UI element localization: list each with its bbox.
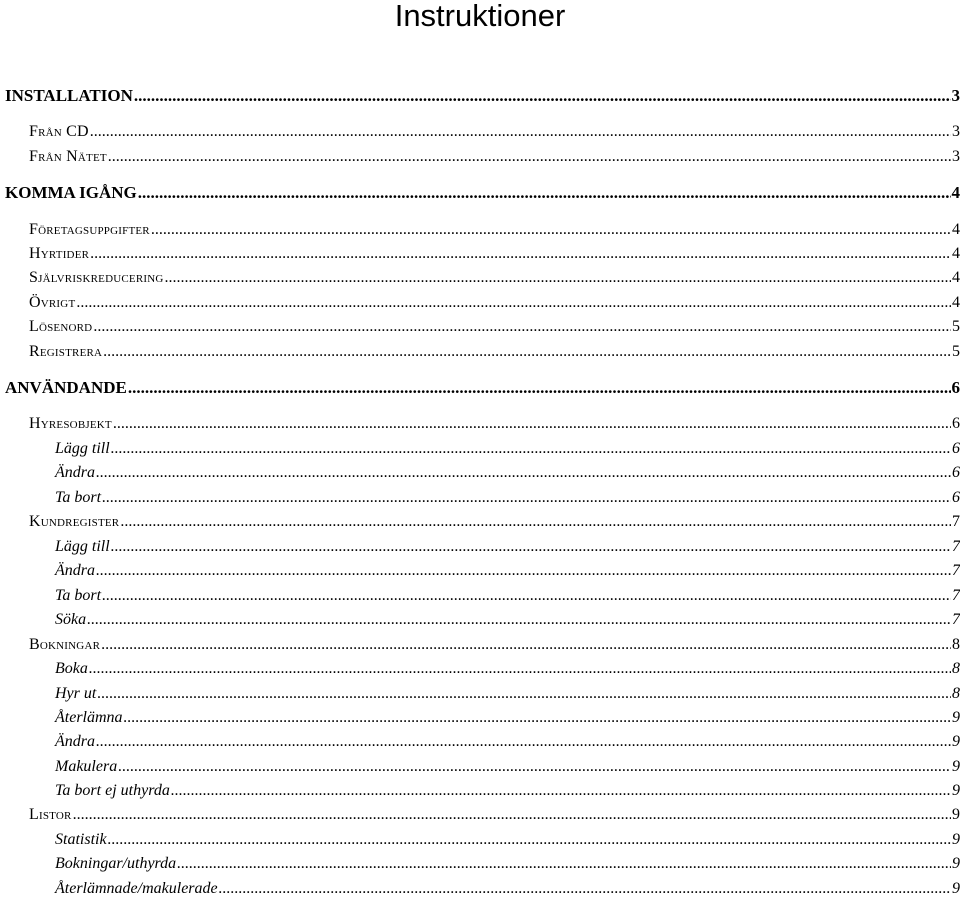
toc-entry-label: Ändra xyxy=(55,464,95,482)
toc-entry-label: Hyrtider xyxy=(29,245,89,263)
dot-leader xyxy=(96,562,951,580)
toc-entry-page-number: 5 xyxy=(952,318,960,336)
dot-leader xyxy=(97,685,951,703)
dot-leader xyxy=(93,318,951,336)
dot-leader xyxy=(134,86,951,106)
toc-entry[interactable] xyxy=(5,183,960,205)
toc-entry-page-number: 9 xyxy=(952,831,960,849)
toc-entry-label: Hyresobjekt xyxy=(29,415,112,433)
toc-entry-label: Registrera xyxy=(29,343,102,361)
toc-entry-page-number: 9 xyxy=(952,758,960,776)
toc-entry-label: Återlämna xyxy=(55,709,123,727)
toc-entry[interactable] xyxy=(55,538,960,560)
toc-entry-label: Bokningar/uthyrda xyxy=(55,855,176,873)
dot-leader xyxy=(96,733,951,751)
toc-entry-page-number: 9 xyxy=(952,880,960,898)
toc-entry[interactable] xyxy=(29,415,960,437)
toc-entry-page-number: 5 xyxy=(952,343,960,361)
toc-entry-page-number: 9 xyxy=(952,855,960,873)
toc-entry[interactable] xyxy=(5,378,960,400)
toc-entry-page-number: 4 xyxy=(952,294,960,312)
toc-entry-page-number: 9 xyxy=(952,806,960,824)
toc-entry-label: Från CD xyxy=(29,123,89,141)
toc-entry[interactable] xyxy=(29,343,960,365)
toc-entry[interactable] xyxy=(29,806,960,828)
dot-leader xyxy=(96,464,951,482)
toc-entry[interactable] xyxy=(55,685,960,707)
dot-leader xyxy=(171,782,951,800)
dot-leader xyxy=(118,758,951,776)
toc-entry-page-number: 4 xyxy=(952,183,960,203)
toc-entry-page-number: 3 xyxy=(952,123,960,141)
toc-entry-page-number: 8 xyxy=(952,660,960,678)
toc-entry-label: Ta bort xyxy=(55,587,101,605)
toc-entry[interactable] xyxy=(29,636,960,658)
toc-entry[interactable] xyxy=(29,221,960,243)
toc-entry-label: Övrigt xyxy=(29,294,75,312)
toc-entry-label: Ändra xyxy=(55,562,95,580)
toc-entry[interactable] xyxy=(55,660,960,682)
toc-entry[interactable] xyxy=(29,245,960,267)
toc-entry[interactable] xyxy=(55,464,960,486)
toc-entry-label: Från Nätet xyxy=(29,148,107,166)
dot-leader xyxy=(165,269,951,287)
toc-entry-page-number: 7 xyxy=(952,562,960,580)
toc-entry-label: Lösenord xyxy=(29,318,92,336)
toc-entry[interactable] xyxy=(29,148,960,170)
dot-leader xyxy=(128,378,951,398)
toc-entry-page-number: 9 xyxy=(952,733,960,751)
dot-leader xyxy=(111,440,951,458)
dot-leader xyxy=(90,123,951,141)
toc-entry[interactable] xyxy=(5,86,960,108)
toc-entry-page-number: 3 xyxy=(952,148,960,166)
toc-entry-label: Lägg till xyxy=(55,440,110,458)
toc-entry-page-number: 6 xyxy=(952,440,960,458)
dot-leader xyxy=(103,343,951,361)
toc-entry-label: Återlämnade/makulerade xyxy=(55,880,218,898)
toc-entry-page-number: 9 xyxy=(952,782,960,800)
toc-entry[interactable] xyxy=(29,318,960,340)
page-title: Instruktioner xyxy=(0,0,960,34)
toc-entry-page-number: 8 xyxy=(952,685,960,703)
toc-entry-page-number: 6 xyxy=(952,378,960,398)
toc-entry-label: Självriskreducering xyxy=(29,269,164,287)
dot-leader xyxy=(219,880,951,898)
toc-entry-page-number: 7 xyxy=(952,587,960,605)
dot-leader xyxy=(102,489,951,507)
toc-entry-label: Bokningar xyxy=(29,636,100,654)
toc-entry-page-number: 3 xyxy=(952,86,960,106)
dot-leader xyxy=(108,831,951,849)
toc-entry-label: Kundregister xyxy=(29,513,119,531)
toc-entry[interactable] xyxy=(55,831,960,853)
toc-entry-page-number: 6 xyxy=(952,415,960,433)
dot-leader xyxy=(177,855,951,873)
toc-entry-label: Listor xyxy=(29,806,72,824)
dot-leader xyxy=(102,587,951,605)
toc-entry[interactable] xyxy=(29,513,960,535)
toc-entry[interactable] xyxy=(29,123,960,145)
toc-entry-page-number: 6 xyxy=(952,464,960,482)
dot-leader xyxy=(90,245,951,263)
toc-entry[interactable] xyxy=(55,611,960,633)
toc-entry[interactable] xyxy=(29,294,960,316)
toc-entry-page-number: 7 xyxy=(952,538,960,556)
dot-leader xyxy=(124,709,951,727)
toc-entry-label: Statistik xyxy=(55,831,107,849)
toc-entry[interactable] xyxy=(55,440,960,462)
dot-leader xyxy=(138,183,951,203)
toc-entry-label: Hyr ut xyxy=(55,685,96,703)
toc-entry[interactable] xyxy=(55,855,960,877)
dot-leader xyxy=(111,538,951,556)
toc-entry[interactable] xyxy=(55,489,960,511)
toc-entry[interactable] xyxy=(55,758,960,780)
dot-leader xyxy=(151,221,951,239)
toc-entry-label: Ta bort ej uthyrda xyxy=(55,782,170,800)
dot-leader xyxy=(87,611,951,629)
toc-entry-label: Företagsuppgifter xyxy=(29,221,150,239)
toc-entry[interactable] xyxy=(55,562,960,584)
toc-entry[interactable] xyxy=(55,709,960,731)
toc-entry[interactable] xyxy=(55,587,960,609)
toc-entry-label: Ändra xyxy=(55,733,95,751)
dot-leader xyxy=(108,148,951,166)
toc-entry-page-number: 9 xyxy=(952,709,960,727)
dot-leader xyxy=(76,294,951,312)
dot-leader xyxy=(101,636,951,654)
toc-entry[interactable] xyxy=(29,269,960,291)
toc-entry[interactable] xyxy=(55,733,960,755)
dot-leader xyxy=(89,660,951,678)
toc-entry-label: Lägg till xyxy=(55,538,110,556)
toc-entry-page-number: 7 xyxy=(952,513,960,531)
toc-entry-page-number: 7 xyxy=(952,611,960,629)
toc-entry-label: Makulera xyxy=(55,758,117,776)
toc-entry-label: Boka xyxy=(55,660,88,678)
toc-entry-page-number: 8 xyxy=(952,636,960,654)
toc-entry-label: Söka xyxy=(55,611,86,629)
toc-entry-page-number: 6 xyxy=(952,489,960,507)
toc-entry-label: Ta bort xyxy=(55,489,101,507)
toc-entry-label: ANVÄNDANDE xyxy=(5,378,127,398)
dot-leader xyxy=(113,415,951,433)
toc-entry-page-number: 4 xyxy=(952,245,960,263)
dot-leader xyxy=(73,806,951,824)
toc-entry-label: INSTALLATION xyxy=(5,86,133,106)
toc-entry[interactable] xyxy=(55,782,960,804)
toc-entry-label: KOMMA IGÅNG xyxy=(5,183,137,203)
toc-entry-page-number: 4 xyxy=(952,221,960,239)
toc-entry-page-number: 4 xyxy=(952,269,960,287)
dot-leader xyxy=(120,513,951,531)
